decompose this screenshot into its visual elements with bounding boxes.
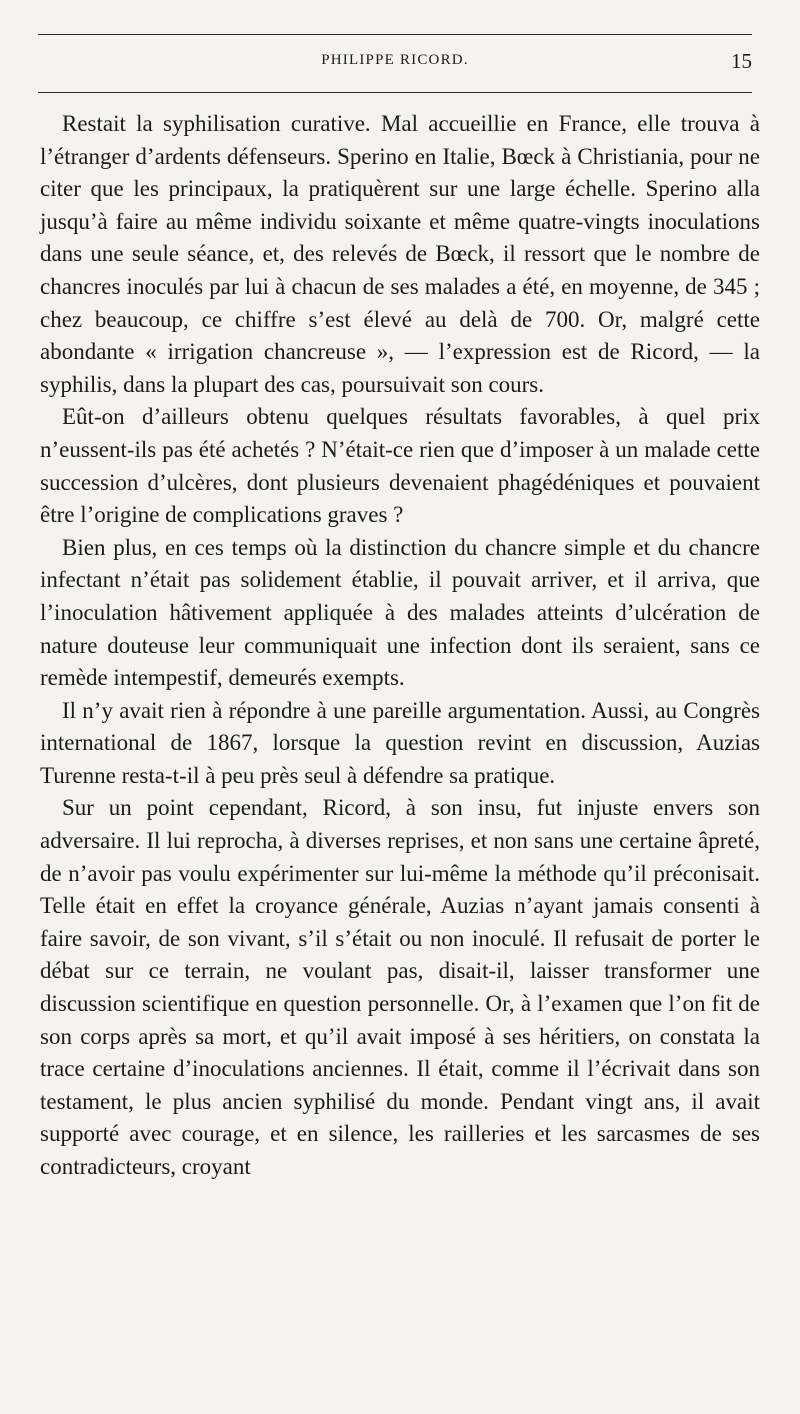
running-head: PHILIPPE RICORD. <box>321 52 469 68</box>
paragraph-5: Sur un point cependant, Ricord, à son insu, fut injuste envers son adversaire. Il lui reprocha, à diverses reprises, et non sans une certaine âpreté, de n’avoir pas voulu expérimenter sur lui-même la méthode qu’il préconisait. Telle était en effet la croyance générale, Auzias n’ayant jamais consenti à faire savoir, de son vivant, s’il s’était ou non inoculé. Il refusait de porter le débat sur ce terrain, ne voulant pas, disait-il, laisser transformer une discussion scientifique en question personnelle. Or, à l’examen que l’on fit de son corps après sa mort, et qu’il avait imposé à ses héritiers, on constata la trace certaine d’inoculations anciennes. Il était, comme il l’écrivait dans son testament, le plus ancien syphilisé du monde. Pendant vingt ans, il avait supporté avec courage, et en silence, les railleries et les sarcasmes de ses contradicteurs, croyant <box>40 795 760 1179</box>
paragraph-2: Eût-on d’ailleurs obtenu quelques résultats favorables, à quel prix n’eussent-ils pas été achetés ? N’était-ce rien que d’imposer à un malade cette succession d’ulcères, dont plusieurs devenaient phagédéniques et pouvaient être l’origine de complications graves ? <box>40 404 760 528</box>
paragraph-3: Bien plus, en ces temps où la distinction du chancre simple et du chancre infectant n’était pas solidement établie, il pouvait arriver, et il arriva, que l’inoculation hâtivement appliquée à des malades atteints d’ulcération de nature douteuse leur communiquait une infection dont ils seraient, sans ce remède intempestif, demeurés exempts. <box>40 534 760 691</box>
header-bottom-rule <box>38 92 752 93</box>
paragraph-4: Il n’y avait rien à répondre à une pareille argumentation. Aussi, au Congrès international de 1867, lorsque la question revint en discussion, Auzias Turenne resta-t-il à peu près seul à défendre sa pratique. <box>40 697 760 788</box>
body-text <box>40 108 760 1184</box>
paragraph-1: Restait la syphilisation curative. Mal accueillie en France, elle trouva à l’étranger d’ardents défenseurs. Sperino en Italie, Bœck à Christiania, pour ne citer que les principaux, la pratiquèrent sur une large échelle. Sperino alla jusqu’à faire au même individu soixante et même quatre-vingts inoculations dans une seule séance, et, des relevés de Bœck, il ressort que le nombre de chancres inoculés par lui à chacun de ses malades a été, en moyenne, de 345 ; chez beaucoup, ce chiffre s’est élevé au delà de 700. Or, malgré cette abondante « irrigation chancreuse », — l’expression est de Ricord, — la syphilis, dans la plupart des cas, poursuivait son cours. <box>40 111 760 397</box>
page-header <box>38 50 752 74</box>
page-number: 15 <box>731 49 752 73</box>
header-top-rule <box>38 34 752 35</box>
